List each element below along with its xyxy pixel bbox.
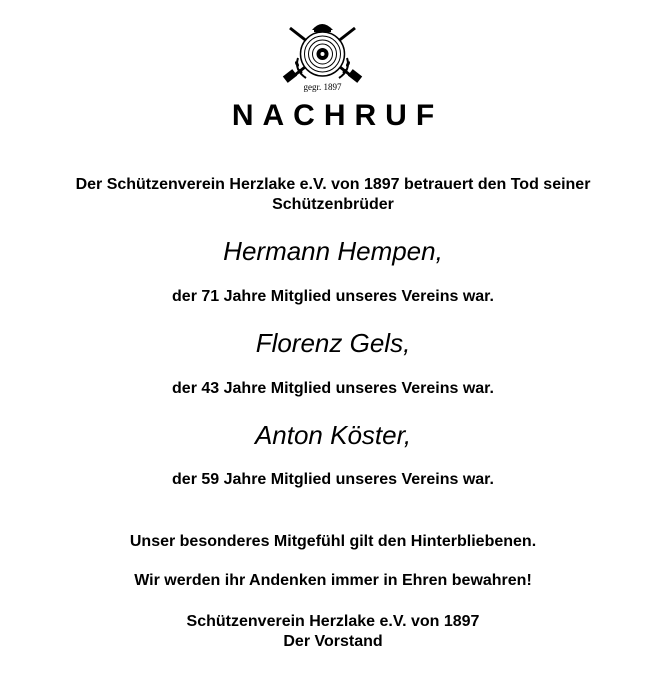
deceased-name-3: Anton Köster, — [254, 420, 412, 450]
deceased-name-2: Florenz Gels, — [255, 328, 411, 358]
founded-label: gegr. 1897 — [303, 82, 342, 92]
intro-text: Der Schützenverein Herzlake e.V. von 1897 betrauert den Tod seiner Schützenbrüder — [75, 176, 591, 213]
membership-text-3: der 59 Jahre Mitglied unseres Vereins war. — [172, 471, 494, 488]
membership-text-2: der 43 Jahre Mitglied unseres Vereins war. — [172, 380, 494, 397]
page-title: NACHRUF — [231, 99, 444, 132]
signature-board: Der Vorstand — [283, 633, 383, 650]
sympathy-text: Unser besonderes Mitgefühl gilt den Hinterbliebenen. — [129, 533, 537, 550]
signature-club: Schützenverein Herzlake e.V. von 1897 — [186, 613, 480, 630]
membership-text-1: der 71 Jahre Mitglied unseres Vereins war. — [172, 288, 494, 305]
shooting-club-emblem-icon — [276, 14, 369, 94]
remembrance-text: Wir werden ihr Andenken immer in Ehren bewahren! — [134, 572, 532, 589]
club-emblem-logo — [276, 14, 369, 94]
deceased-name-1: Hermann Hempen, — [223, 236, 443, 266]
